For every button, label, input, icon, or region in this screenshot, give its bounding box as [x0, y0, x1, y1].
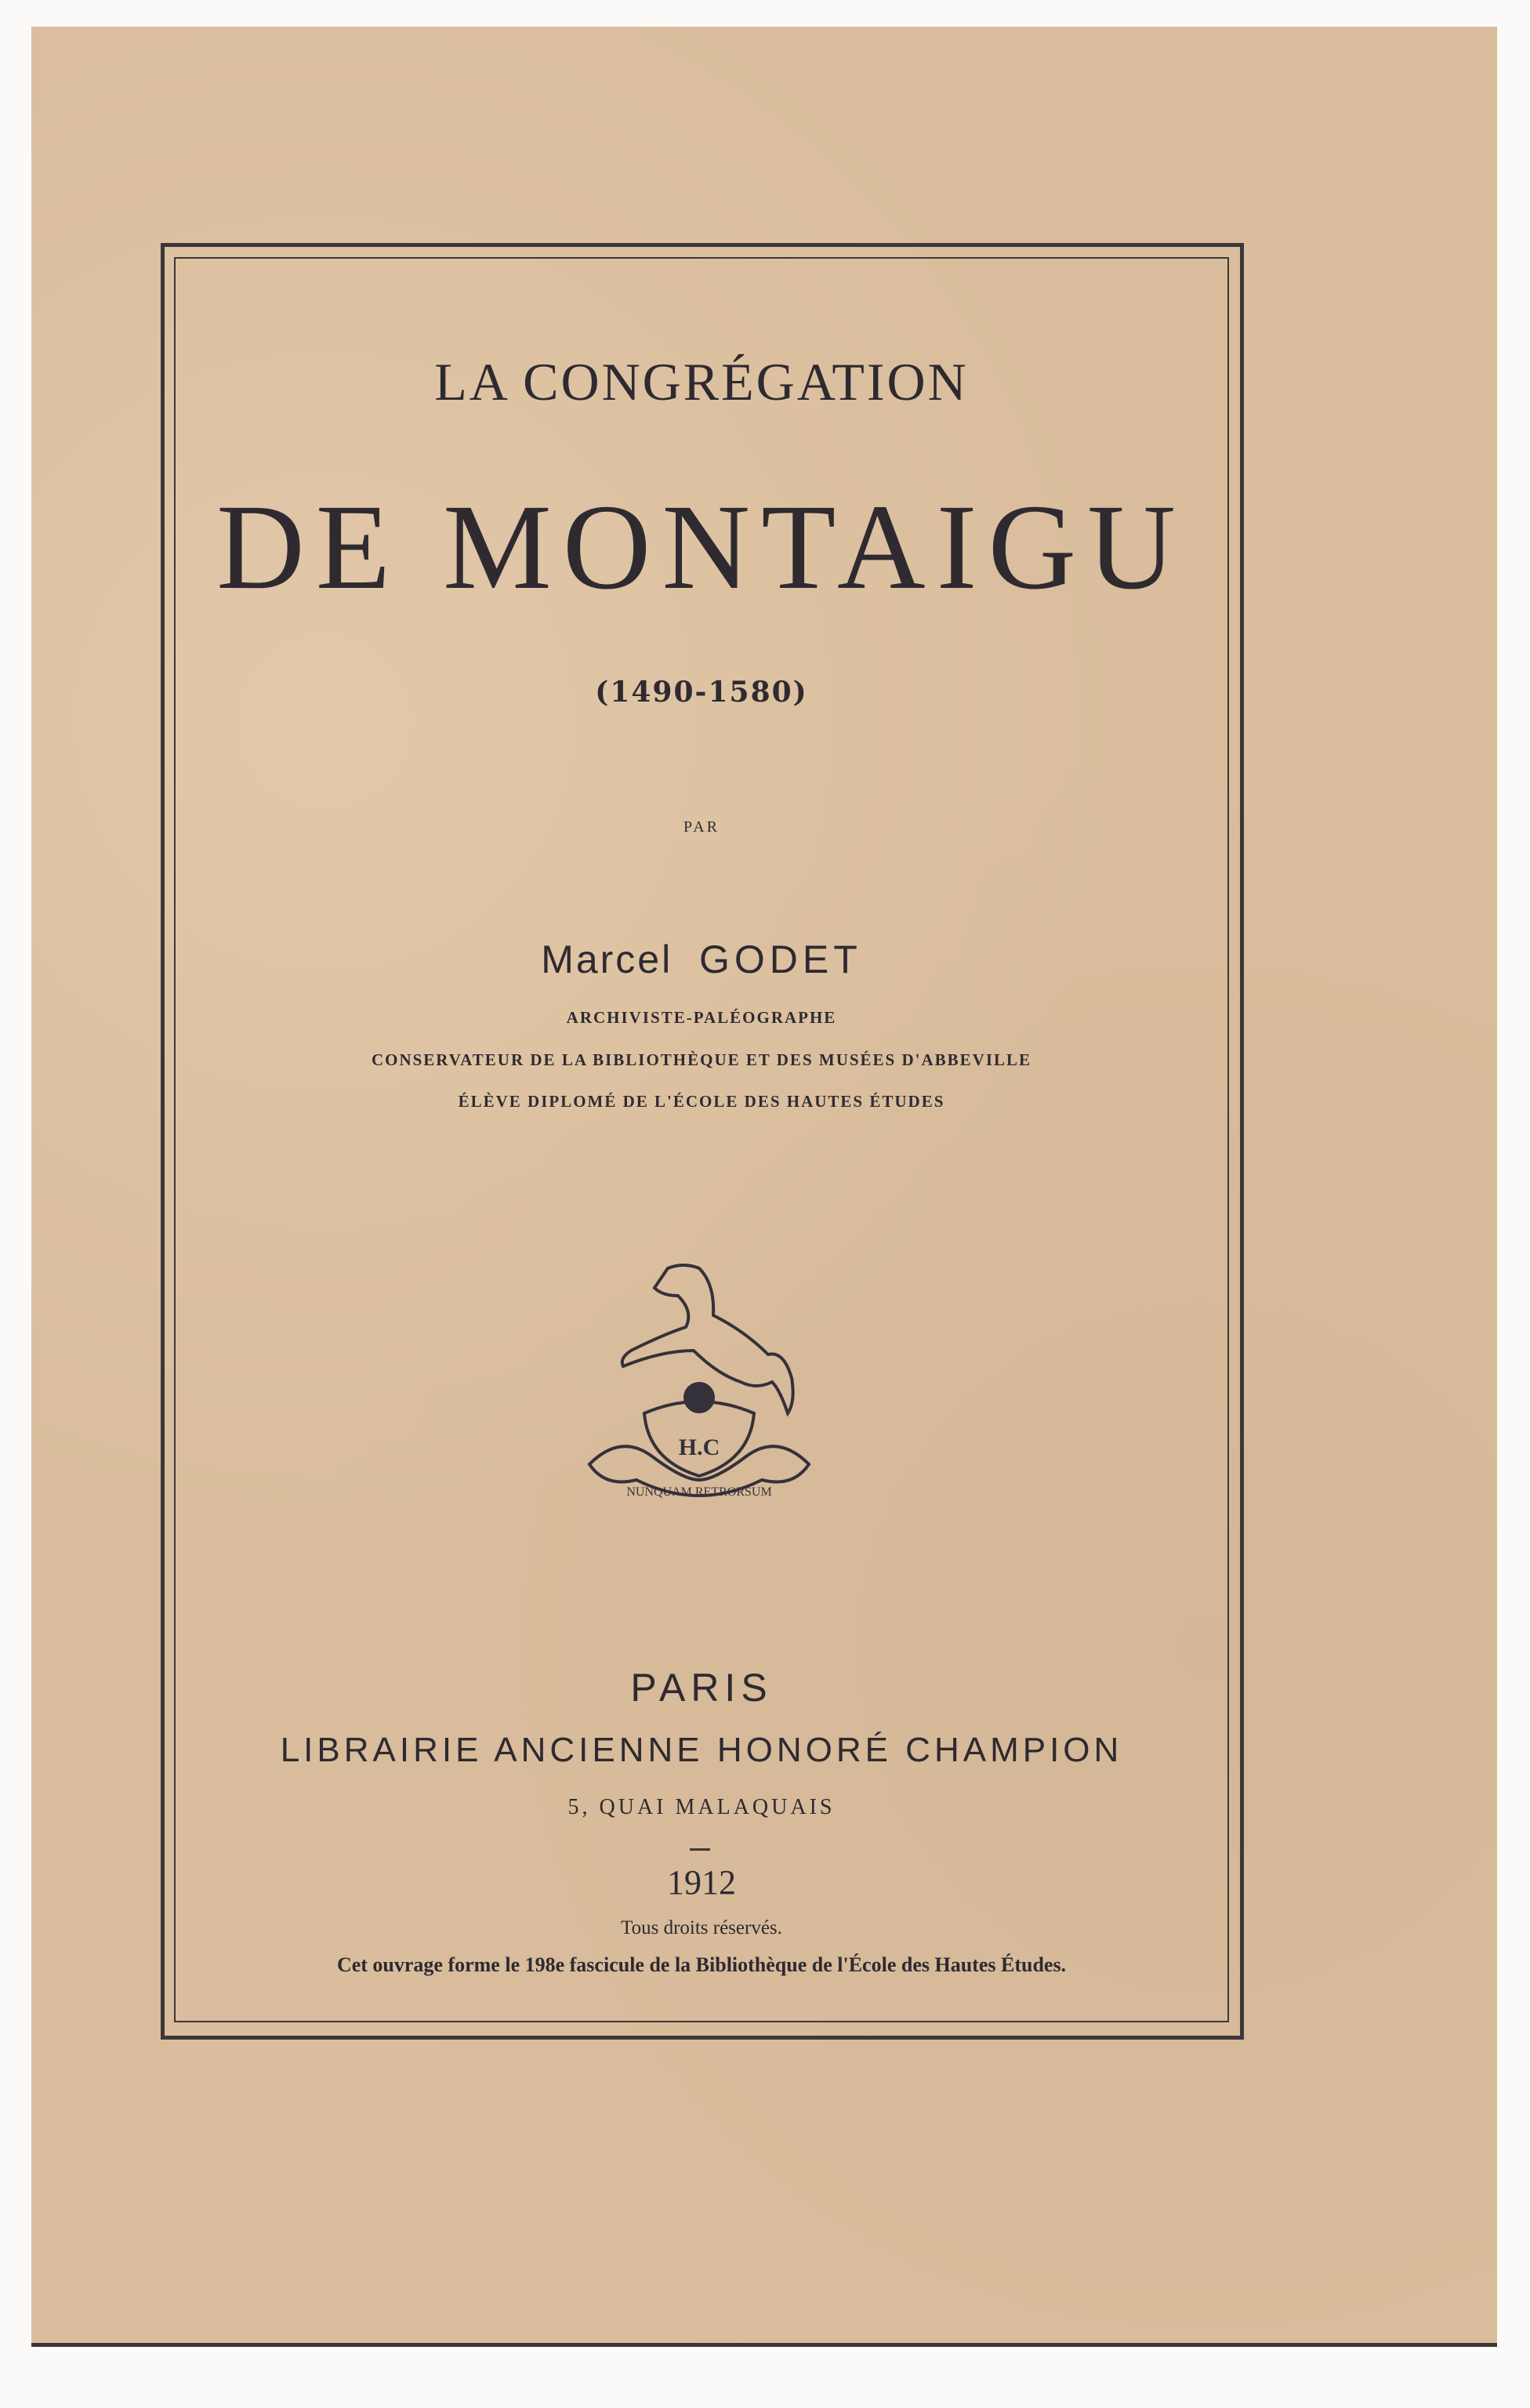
credential: ÉLÈVE DIPLOMÉ DE L'ÉCOLE DES HAUTES ÉTUDES [458, 1092, 945, 1111]
title-line-2: DE MONTAIGU [216, 479, 1187, 615]
credential: CONSERVATEUR DE LA BIBLIOTHÈQUE ET DES MUSÉES D'ABBEVILLE [371, 1050, 1032, 1069]
printer-mark-motto: NUNQUAM RETRORSUM [626, 1485, 772, 1499]
dates: (1490-1580) [595, 676, 808, 709]
year: 1912 [667, 1863, 736, 1902]
printer-mark-monogram: H.C [678, 1434, 720, 1460]
rights: Tous droits réservés. [621, 1917, 782, 1938]
author-last: GODET [699, 937, 862, 981]
publisher: LIBRAIRIE ANCIENNE HONORÉ CHAMPION [280, 1731, 1123, 1769]
city: PARIS [630, 1666, 773, 1710]
printer-mark-horse-icon [582, 1253, 817, 1519]
series-note: Cet ouvrage forme le 198e fascicule de la Bibliothèque de l'École des Hautes Études. [336, 1953, 1067, 1976]
author [174, 937, 1229, 982]
divider [690, 1848, 710, 1851]
title-line-1: LA CONGRÉGATION [434, 352, 969, 412]
credential: ARCHIVISTE-PALÉOGRAPHE [566, 1008, 837, 1027]
author-first: Marcel [541, 937, 673, 981]
address: 5, QUAI MALAQUAIS [567, 1795, 836, 1819]
by-label: PAR [683, 818, 720, 836]
